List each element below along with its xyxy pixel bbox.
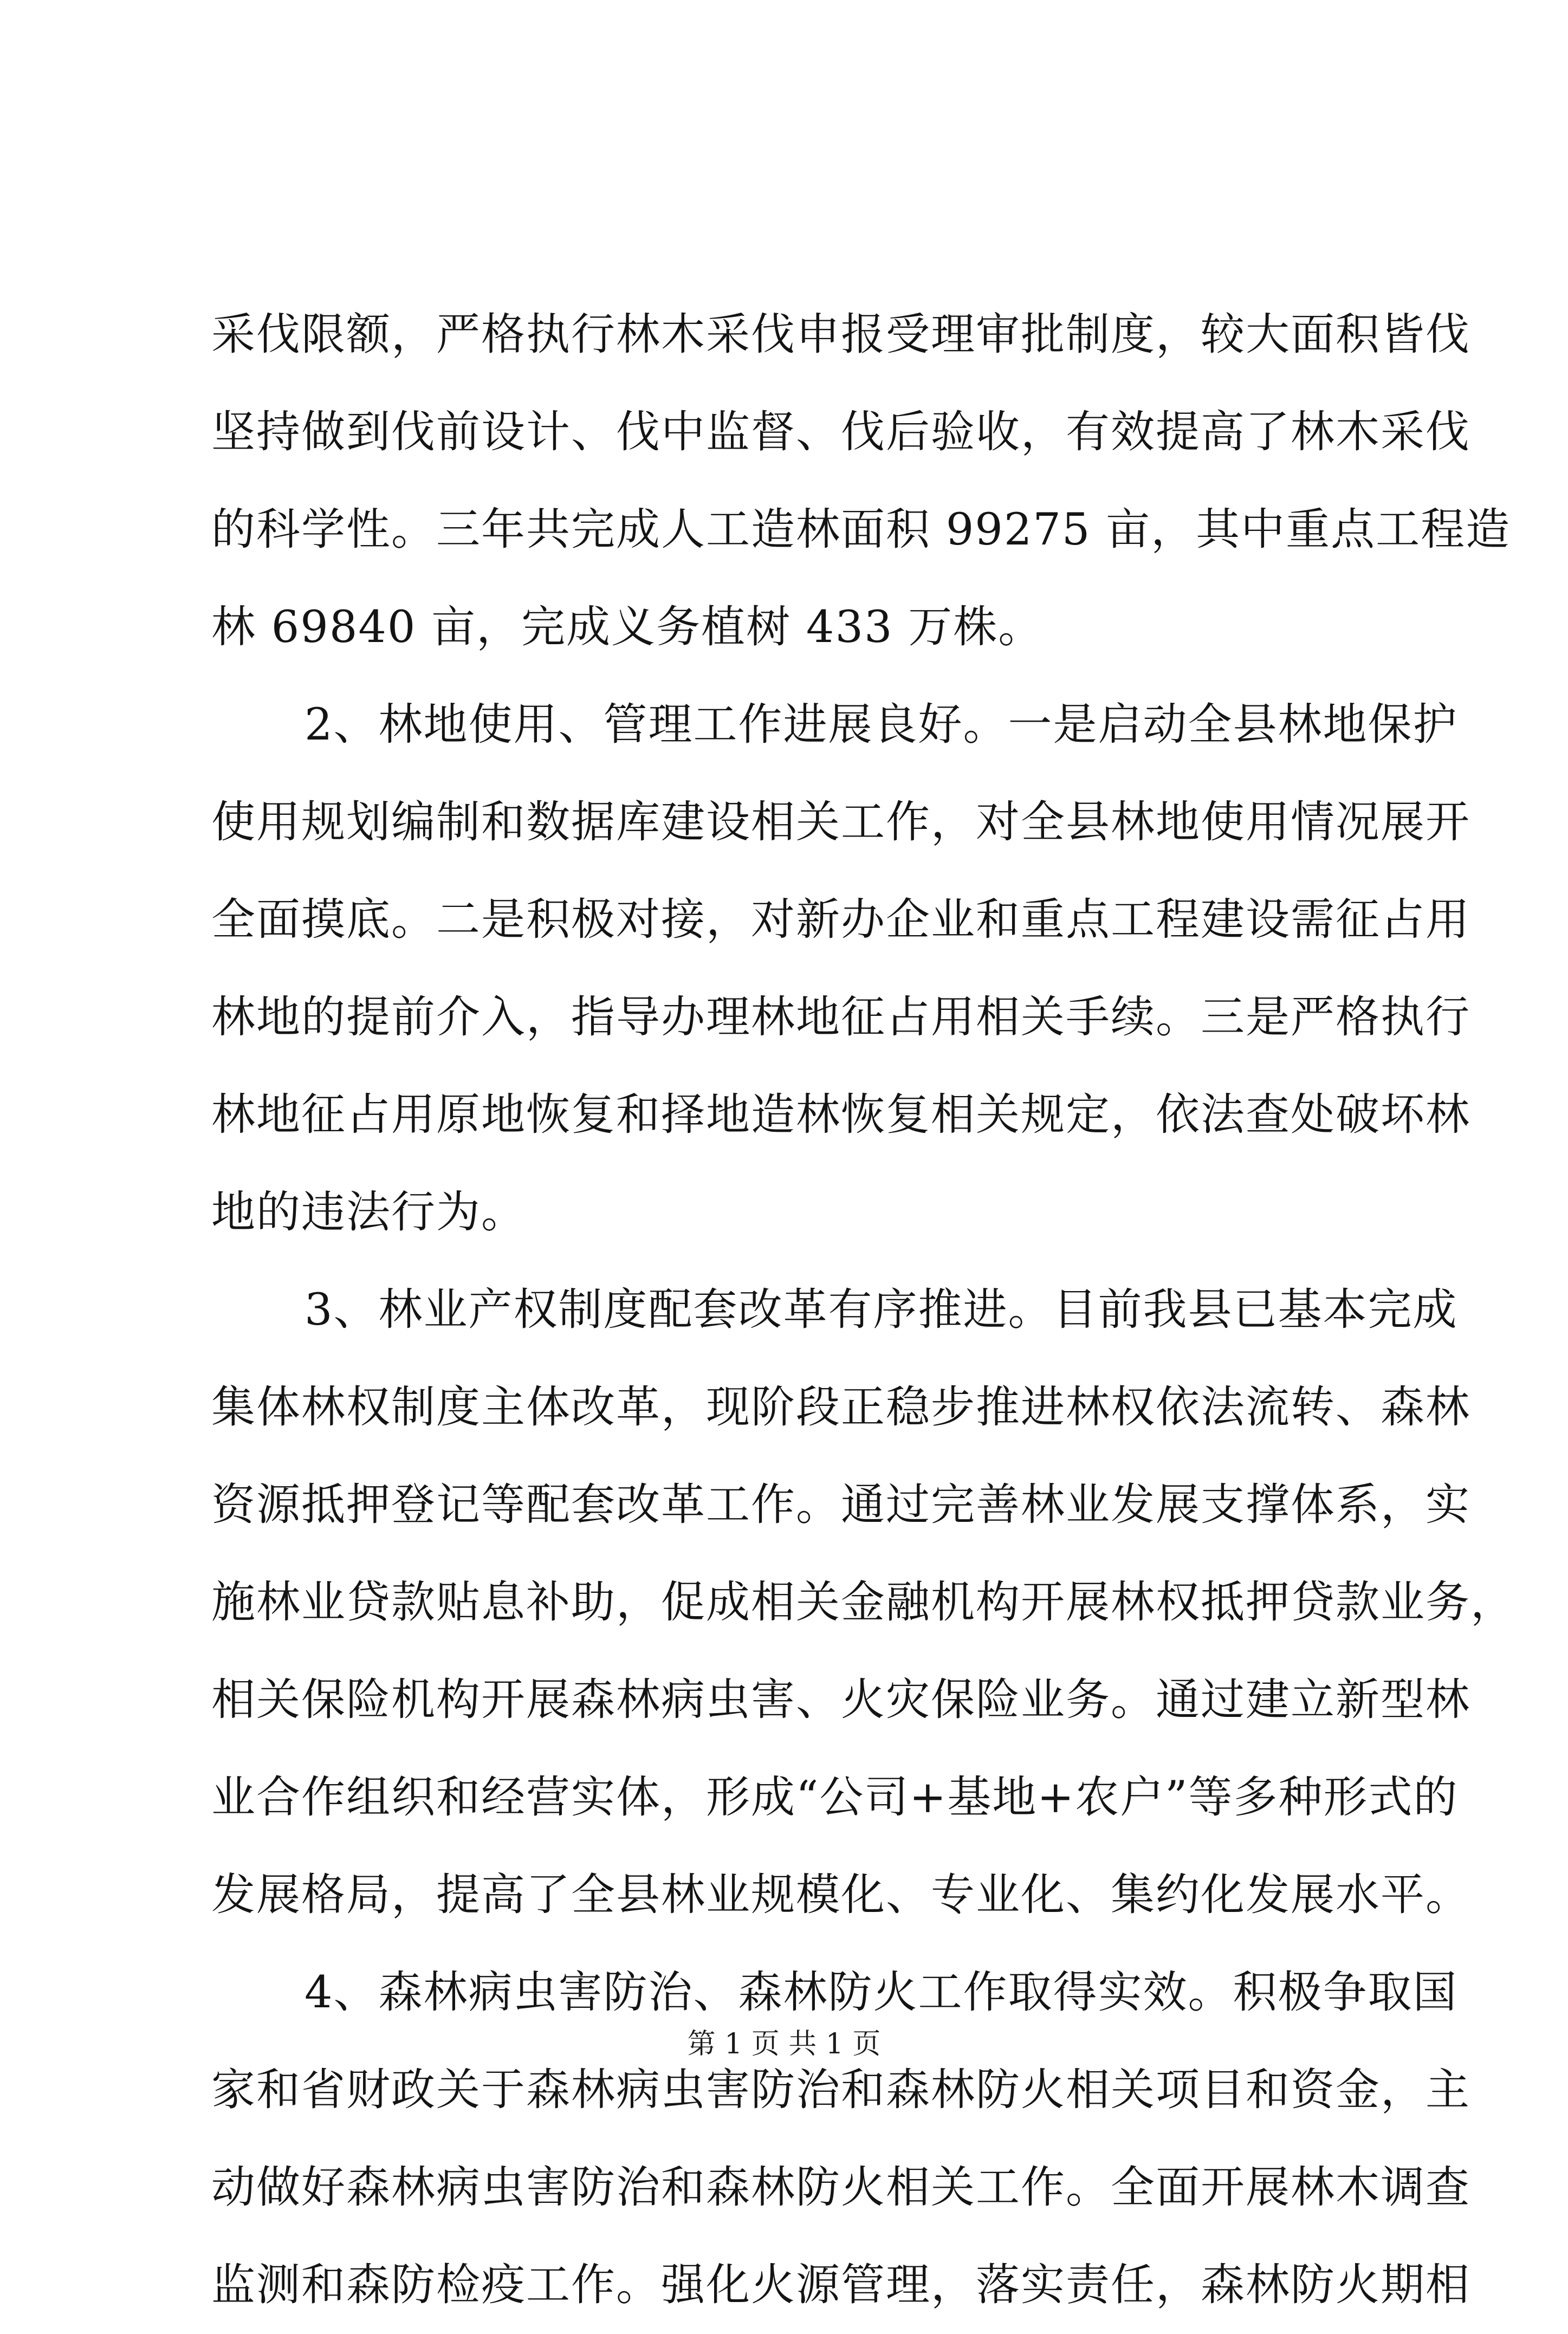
paragraph-2-first-line: 2、林地使用、管理工作进展良好。一是启动全县林地保护 [304, 699, 1458, 750]
text-line: 林地的提前介入，指导办理林地征占用相关手续。三是严格执行 [211, 992, 1471, 1043]
text-line: 地的违法行为。 [211, 1187, 527, 1238]
text-line: 监测和森防检疫工作。强化火源管理，落实责任，森林防火期相 [211, 2260, 1471, 2311]
text-line: 发展格局，提高了全县林业规模化、专业化、集约化发展水平。 [211, 1870, 1471, 1921]
text-line: 使用规划编制和数据库建设相关工作，对全县林地使用情况展开 [211, 797, 1471, 848]
text-line: 采伐限额，严格执行林木采伐申报受理审批制度，较大面积皆伐 [211, 309, 1471, 360]
text-line: 家和省财政关于森林病虫害防治和森林防火相关项目和资金，主 [211, 2065, 1471, 2116]
text-line: 坚持做到伐前设计、伐中监督、伐后验收，有效提高了林木采伐 [211, 407, 1471, 458]
text-line: 资源抵押登记等配套改革工作。通过完善林业发展支撑体系，实 [211, 1480, 1471, 1531]
text-line: 业合作组织和经营实体，形成“公司+基地+农户”等多种形式的 [211, 1772, 1459, 1823]
paragraph-4-first-line: 4、森林病虫害防治、森林防火工作取得实效。积极争取国 [304, 1967, 1458, 2018]
text-line: 林 69840 亩，完成义务植树 433 万株。 [211, 602, 1044, 653]
text-line: 动做好森林病虫害防治和森林防火相关工作。全面开展林木调查 [211, 2162, 1471, 2213]
text-line: 施林业贷款贴息补助，促成相关金融机构开展林权抵押贷款业务， [211, 1577, 1516, 1628]
text-line: 相关保险机构开展森林病虫害、火灾保险业务。通过建立新型林 [211, 1675, 1471, 1726]
text-line: 全面摸底。二是积极对接，对新办企业和重点工程建设需征占用 [211, 894, 1471, 945]
page-number-footer: 第 1 页 共 1 页 [687, 2028, 881, 2060]
text-line: 的科学性。三年共完成人工造林面积 99275 亩，其中重点工程造 [211, 504, 1511, 555]
text-line: 集体林权制度主体改革，现阶段正稳步推进林权依法流转、森林 [211, 1382, 1471, 1433]
text-line: 林地征占用原地恢复和择地造林恢复相关规定，依法查处破坏林 [211, 1090, 1471, 1140]
paragraph-3-first-line: 3、林业产权制度配套改革有序推进。目前我县已基本完成 [304, 1285, 1458, 1335]
